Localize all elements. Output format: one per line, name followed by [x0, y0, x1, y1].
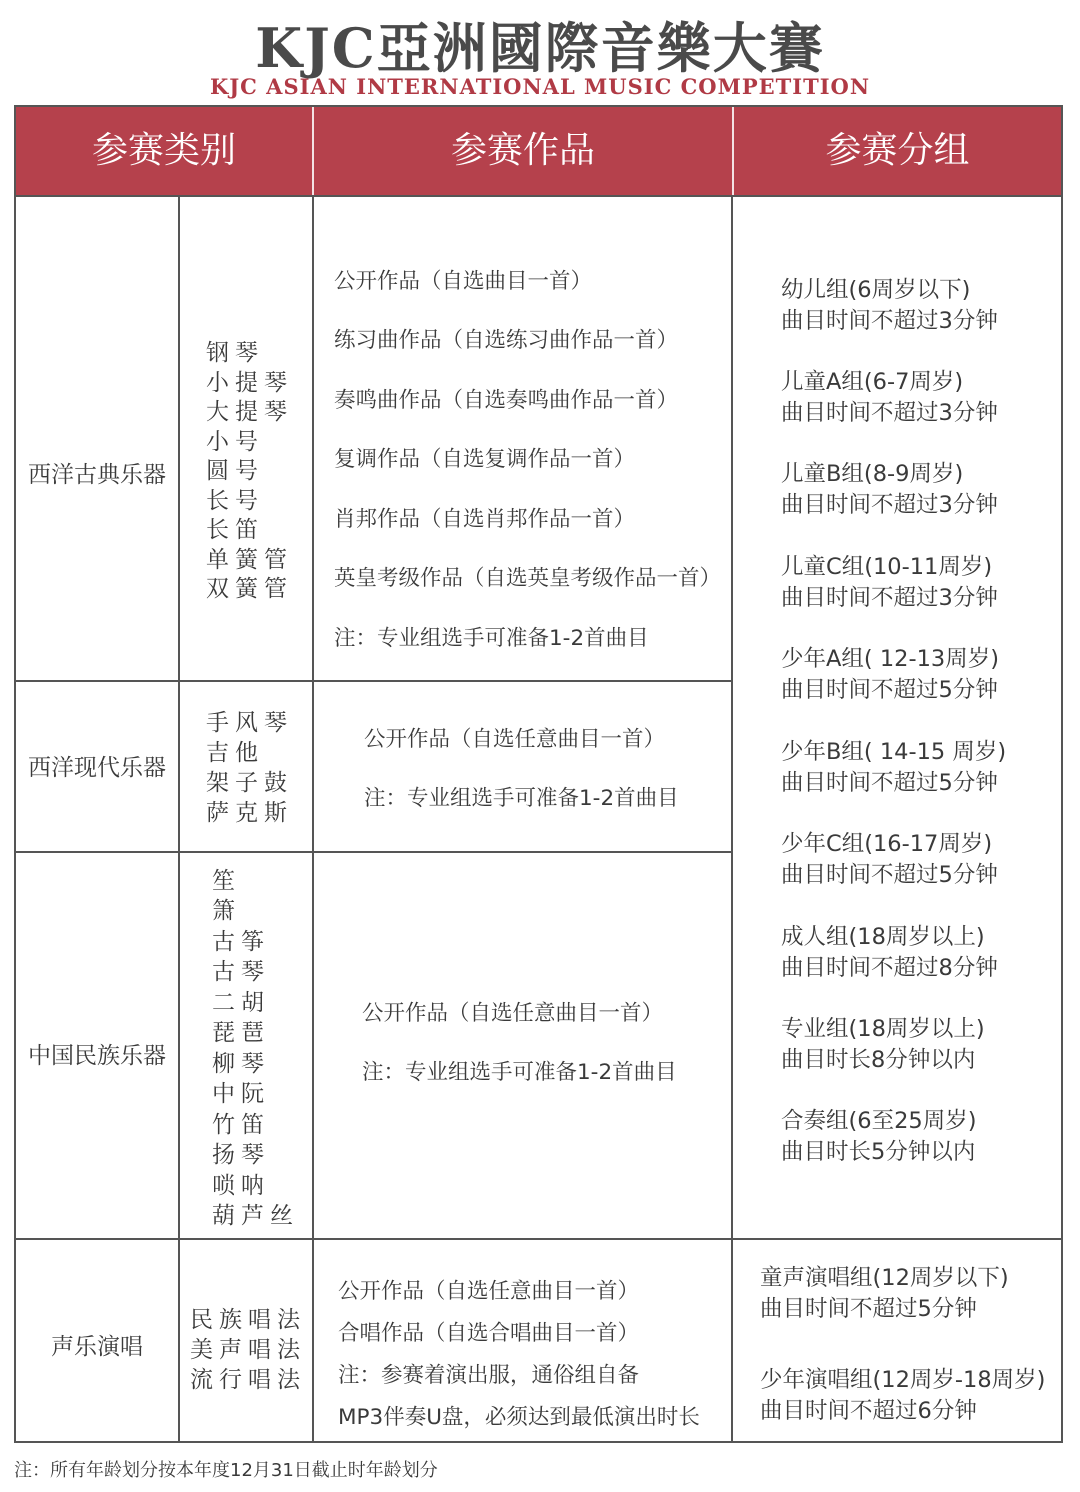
header-works: 参赛作品	[450, 130, 595, 171]
work-item: 合唱作品（自选合唱曲目一首）	[338, 1321, 640, 1346]
group-name: 儿童B组(8-9周岁)	[781, 461, 964, 487]
group-time: 曲目时间不超过8分钟	[781, 955, 998, 981]
instrument-item: 长笛	[206, 517, 264, 543]
work-item: 奏鸣曲作品（自选奏鸣曲作品一首）	[334, 388, 679, 413]
page-subtitle: KJC ASIAN INTERNATIONAL MUSIC COMPETITION	[209, 74, 871, 99]
category-chinese-folk: 中国民族乐器	[28, 1043, 166, 1069]
instrument-item: 唢呐	[212, 1173, 270, 1199]
footnote: 注：所有年龄划分按本年度12月31日截止时年龄划分	[14, 1460, 438, 1481]
table-header	[16, 107, 1061, 195]
page-title: KJC亞洲國際音樂大賽	[255, 16, 825, 80]
instrument-item: 单簧管	[206, 547, 293, 573]
group-name: 合奏组(6至25周岁)	[781, 1108, 977, 1134]
group-time: 曲目时间不超过3分钟	[781, 492, 998, 518]
grid-line	[731, 197, 733, 1443]
group-item	[760, 1365, 1045, 1427]
instrument-item: 长号	[206, 488, 264, 514]
instrument-item: 架子鼓	[206, 770, 293, 796]
instrument-item: 萨克斯	[206, 800, 293, 826]
group-item	[781, 644, 999, 706]
instrument-item: 小号	[206, 429, 264, 455]
group-time: 曲目时间不超过3分钟	[781, 400, 998, 426]
instrument-item: 流行唱法	[190, 1367, 306, 1393]
work-note: 注：专业组选手可准备1-2首曲目	[364, 786, 679, 811]
instrument-item: 大提琴	[206, 399, 293, 425]
instrument-item: 双簧管	[206, 576, 293, 602]
instrument-item: 美声唱法	[190, 1337, 306, 1363]
work-item: 肖邦作品（自选肖邦作品一首）	[334, 507, 636, 532]
group-name: 少年A组( 12-13周岁)	[781, 646, 999, 672]
group-item	[760, 1263, 1009, 1325]
group-name: 少年C组(16-17周岁)	[781, 831, 993, 857]
group-time: 曲目时间不超过6分钟	[760, 1398, 977, 1424]
header-groups: 参赛分组	[825, 130, 970, 171]
group-time: 曲目时间不超过5分钟	[781, 862, 998, 888]
work-item: 公开作品（自选任意曲目一首）	[362, 1001, 664, 1026]
work-note: MP3伴奏U盘，必须达到最低演出时长	[338, 1405, 700, 1430]
group-name: 儿童A组(6-7周岁)	[781, 369, 964, 395]
group-time: 曲目时间不超过3分钟	[781, 308, 998, 334]
group-item	[781, 737, 1006, 799]
group-name: 少年演唱组(12周岁-18周岁)	[760, 1367, 1046, 1393]
group-item	[781, 922, 998, 984]
instrument-item: 中阮	[212, 1081, 270, 1107]
instrument-item: 手风琴	[206, 710, 293, 736]
category-western-modern: 西洋现代乐器	[28, 755, 166, 781]
work-item: 英皇考级作品（自选英皇考级作品一首）	[334, 566, 722, 591]
instrument-item: 箫	[212, 898, 241, 924]
instrument-item: 二胡	[212, 990, 270, 1016]
instrument-item: 柳琴	[212, 1051, 270, 1077]
category-vocal: 声乐演唱	[51, 1334, 143, 1360]
work-item: 练习曲作品（自选练习曲作品一首）	[334, 328, 679, 353]
grid-line	[16, 1238, 1061, 1240]
group-item	[781, 275, 998, 337]
instrument-item: 扬琴	[212, 1142, 270, 1168]
group-item	[781, 367, 998, 429]
instrument-item: 小提琴	[206, 370, 293, 396]
group-time: 曲目时间不超过5分钟	[781, 677, 998, 703]
group-name: 儿童C组(10-11周岁)	[781, 554, 993, 580]
group-name: 少年B组( 14-15 周岁)	[781, 739, 1007, 765]
work-note: 注：参赛着演出服，通俗组自备	[338, 1363, 640, 1388]
category-western-classical: 西洋古典乐器	[28, 462, 166, 488]
grid-line	[16, 195, 1061, 197]
work-item: 公开作品（自选任意曲目一首）	[338, 1279, 640, 1304]
group-time: 曲目时间不超过5分钟	[760, 1296, 977, 1322]
header-category: 参赛类别	[91, 130, 236, 171]
work-item: 复调作品（自选复调作品一首）	[334, 447, 636, 472]
grid-line	[16, 851, 732, 853]
grid-line	[312, 197, 314, 1443]
work-item: 公开作品（自选任意曲目一首）	[364, 727, 666, 752]
group-item	[781, 1106, 977, 1168]
group-time: 曲目时间不超过3分钟	[781, 585, 998, 611]
group-time: 曲目时长8分钟以内	[781, 1047, 976, 1073]
group-item	[781, 1014, 985, 1076]
group-time: 曲目时长5分钟以内	[781, 1139, 976, 1165]
group-name: 专业组(18周岁以上)	[781, 1016, 985, 1042]
work-note: 注：专业组选手可准备1-2首曲目	[362, 1060, 677, 1085]
instrument-item: 圆号	[206, 458, 264, 484]
instrument-item: 笙	[212, 868, 241, 894]
work-item: 公开作品（自选曲目一首）	[334, 269, 593, 294]
group-name: 童声演唱组(12周岁以下)	[760, 1265, 1009, 1291]
work-note: 注：专业组选手可准备1-2首曲目	[334, 626, 649, 651]
instrument-item: 葫芦丝	[212, 1203, 299, 1229]
instrument-item: 钢琴	[206, 340, 264, 366]
instrument-item: 竹笛	[212, 1112, 270, 1138]
instrument-item: 民族唱法	[190, 1307, 306, 1333]
instrument-item: 古筝	[212, 929, 270, 955]
group-item	[781, 552, 998, 614]
instrument-item: 吉他	[206, 740, 264, 766]
instrument-item: 古琴	[212, 959, 270, 985]
group-name: 成人组(18周岁以上)	[781, 924, 985, 950]
group-time: 曲目时间不超过5分钟	[781, 770, 998, 796]
group-item	[781, 459, 998, 521]
group-name: 幼儿组(6周岁以下)	[781, 277, 971, 303]
instrument-item: 琵琶	[212, 1020, 270, 1046]
group-item	[781, 829, 998, 891]
grid-line	[16, 680, 732, 682]
grid-line	[178, 197, 180, 1443]
